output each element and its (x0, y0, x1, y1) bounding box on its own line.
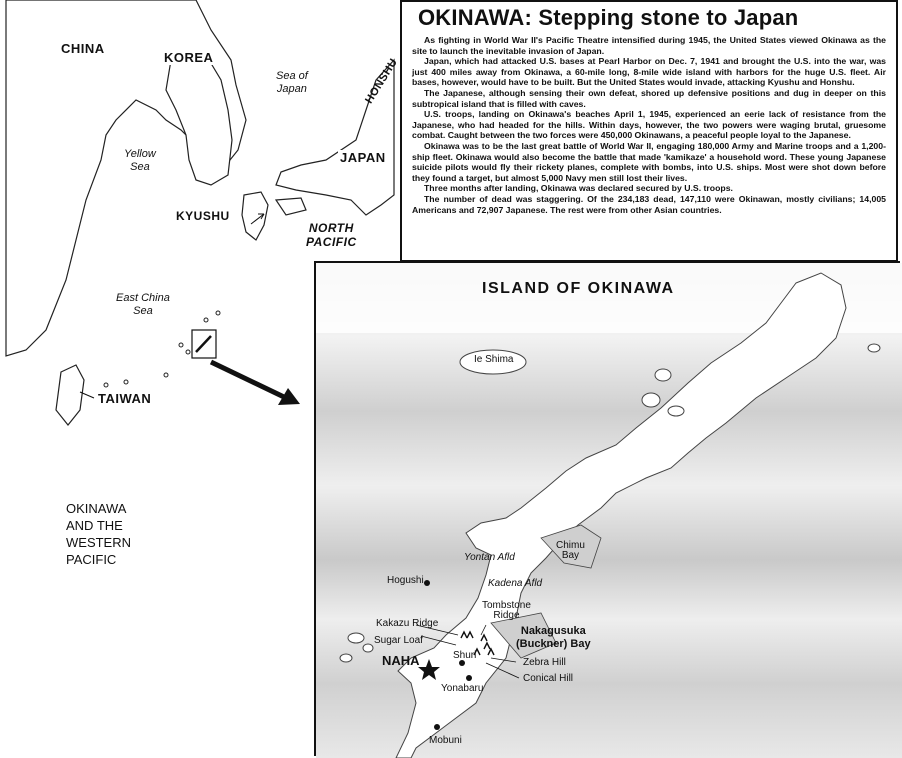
label-japan: JAPAN (340, 150, 386, 165)
label-kakazu: Kakazu Ridge (376, 618, 439, 629)
label-conical-hill: Conical Hill (523, 673, 574, 684)
caption-line: OKINAWA (66, 501, 127, 516)
article-paragraph: Okinawa was to be the last great battle of World War II, engaging 180,000 Army and Marine troops and a 1,200-ship fleet. Okinawa would also become the battle that made 'kamikaze' a household word. These young Japanese suicide pilots would fly their rickety planes, complete with bombs, into U.S. ships. Most were shot down before they found a target, but almost 5,000 Navy men still lost their lives. (412, 140, 886, 183)
label-sugar-loaf: Sugar Loaf (374, 635, 423, 646)
article-paragraph: The Japanese, although sensing their own defeat, shored up defensive positions and dug in deeper on this subtropical island that is filled with caves. (412, 87, 886, 109)
label-yontan: Yontan Afld (464, 552, 515, 563)
label-kadena: Kadena Afld (488, 578, 543, 589)
label-ie-shima: Ie Shima (474, 354, 514, 365)
label-mobuni: Mobuni (429, 735, 462, 746)
label-taiwan: TAIWAN (98, 391, 152, 406)
article-paragraph: As fighting in World War II's Pacific Theatre intensified during 1945, the United States viewed Okinawa as the site to launch the inevitable invasion of Japan. (412, 35, 886, 56)
article-paragraph: Japan, which had attacked U.S. bases at Pearl Harbor on Dec. 7, 1941 and brought the U.S. into the war, was just 400 miles away from Okinawa, a 60-mile long, 8-mile wide island with harbors for the huge U.S. fleet. Air bases, however, would have to be built. But the United States would invade, attacking Kyushu and Honshu. (412, 56, 886, 88)
caption-line: AND THE (66, 518, 123, 533)
label-zebra-hill: Zebra Hill (523, 657, 566, 668)
label-hogushi: Hogushi (387, 575, 424, 586)
island-map-title: ISLAND OF OKINAWA (482, 280, 675, 297)
hogushi-dot (424, 580, 430, 586)
island-map (314, 261, 900, 756)
label-naha: NAHA (382, 653, 420, 668)
label-yonabaru: Yonabaru (441, 683, 484, 694)
map-caption (66, 500, 131, 568)
yonabaru-dot (466, 675, 472, 681)
label-chimu-bay: Chimu Bay (556, 540, 585, 561)
article-paragraph: The number of dead was staggering. Of the 234,183 dead, 147,110 were Okinawan, mostly civilians; 14,005 Americans and 72,907 Japanese. The rest were from other Asian countries. (412, 193, 886, 215)
label-east-china-sea: East China Sea (116, 292, 170, 317)
label-kyushu: KYUSHU (176, 209, 230, 223)
article-paragraph: U.S. troops, landing on Okinawa's beaches April 1, 1945, experienced an eerie lack of resistance from the Japanese, who had headed for the hills. Within days, however, the two powers were waging brutal, gruesome combat. Caught between the two forces were 450,000 Okinawans, a peaceful people loyal to the Japanese. (412, 109, 886, 141)
label-nakagusuku: Nakagusuka (Buckner) Bay (516, 625, 591, 650)
label-yellow-sea: Yellow Sea (124, 148, 156, 173)
label-shuri: Shuri (453, 650, 477, 661)
article-box (400, 0, 898, 262)
label-china: CHINA (61, 41, 105, 56)
mobuni-dot (434, 724, 440, 730)
island-map-drawing (316, 263, 902, 758)
label-korea: KOREA (164, 50, 214, 65)
caption-line: WESTERN (66, 535, 131, 550)
label-sea-of-japan: Sea of Japan (276, 70, 308, 95)
article-title: OKINAWA: Stepping stone to Japan (418, 5, 799, 30)
label-north-pacific: NORTH PACIFIC (306, 221, 357, 249)
article-paragraph: Three months after landing, Okinawa was declared secured by U.S. troops. (424, 183, 733, 194)
caption-line: PACIFIC (66, 552, 117, 567)
label-tombstone: Tombstone Ridge (482, 600, 531, 621)
label-honshu: HONSHU (363, 56, 401, 106)
